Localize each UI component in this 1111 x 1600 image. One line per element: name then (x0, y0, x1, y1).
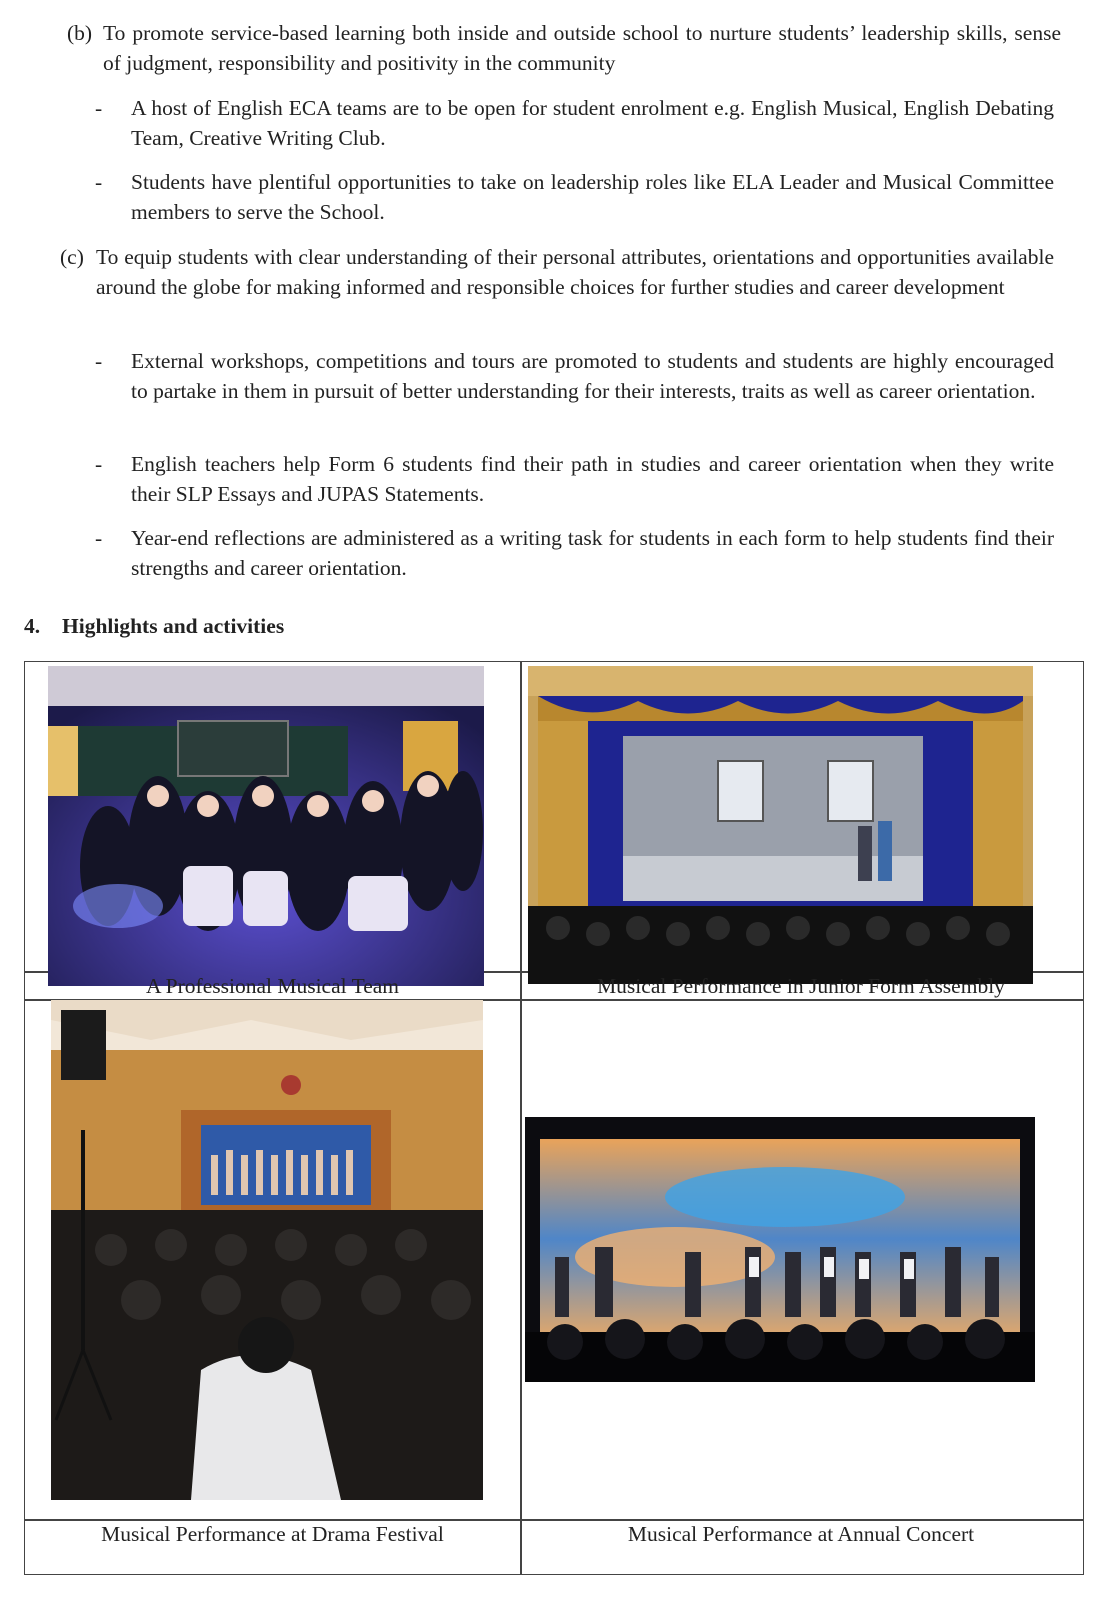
caption-junior-assembly: Musical Performance in Junior Form Assembly (597, 974, 1005, 998)
bullet-b1-text: A host of English ECA teams are to be open for student enrolment e.g. English Musical, English Debating Team, Creative Writing Club. (131, 96, 1054, 150)
photo-drama-festival (51, 1000, 483, 1500)
bullet-c2-text: English teachers help Form 6 students find their path in studies and career orientation when they write their SLP Essays and JUPAS Statements. (131, 452, 1054, 506)
bullet-dash: - (95, 349, 103, 373)
caption-annual-concert: Musical Performance at Annual Concert (627, 1522, 975, 1546)
objective-b-text: To promote service-based learning both inside and outside school to nurture students’ leadership skills, sense of judgment, responsibility and positivity in the community (103, 21, 1061, 75)
objective-b (67, 18, 1061, 78)
section-number: 4. (24, 614, 41, 638)
item-label-b: (b) (67, 21, 93, 45)
bullet-c1 (95, 346, 1054, 406)
bullet-dash: - (95, 452, 103, 476)
bullet-c1-text: External workshops, competitions and tours are promoted to students and students are highly encouraged to partake in them in pursuit of better understanding for their interests, traits as well as career orientation. (131, 349, 1054, 403)
section-title: Highlights and activities (62, 614, 285, 638)
bullet-b2 (95, 167, 1054, 227)
bullet-c2 (95, 449, 1054, 509)
bullet-b1 (95, 93, 1054, 153)
bullet-dash: - (95, 170, 103, 194)
photo-junior-assembly (528, 666, 1033, 984)
caption-drama-festival: Musical Performance at Drama Festival (101, 1522, 444, 1546)
photo-musical-team (48, 666, 484, 986)
bullet-dash: - (95, 96, 103, 120)
bullet-c3-text: Year-end reflections are administered as a writing task for students in each form to help students find their strengths and career orientation. (131, 526, 1054, 580)
bullet-dash: - (95, 526, 103, 550)
objective-c (60, 242, 1054, 302)
bullet-b2-text: Students have plentiful opportunities to take on leadership roles like ELA Leader and Musical Committee members to serve the School. (131, 170, 1054, 224)
section-heading (24, 614, 284, 639)
bullet-c3 (95, 523, 1054, 583)
photo-annual-concert (525, 1117, 1035, 1382)
item-label-c: (c) (60, 245, 84, 269)
photo-grid (24, 661, 1084, 1575)
caption-musical-team: A Professional Musical Team (145, 974, 400, 998)
objective-c-text: To equip students with clear understanding of their personal attributes, orientations and opportunities available around the globe for making informed and responsible choices for further studies and career development (96, 245, 1054, 299)
